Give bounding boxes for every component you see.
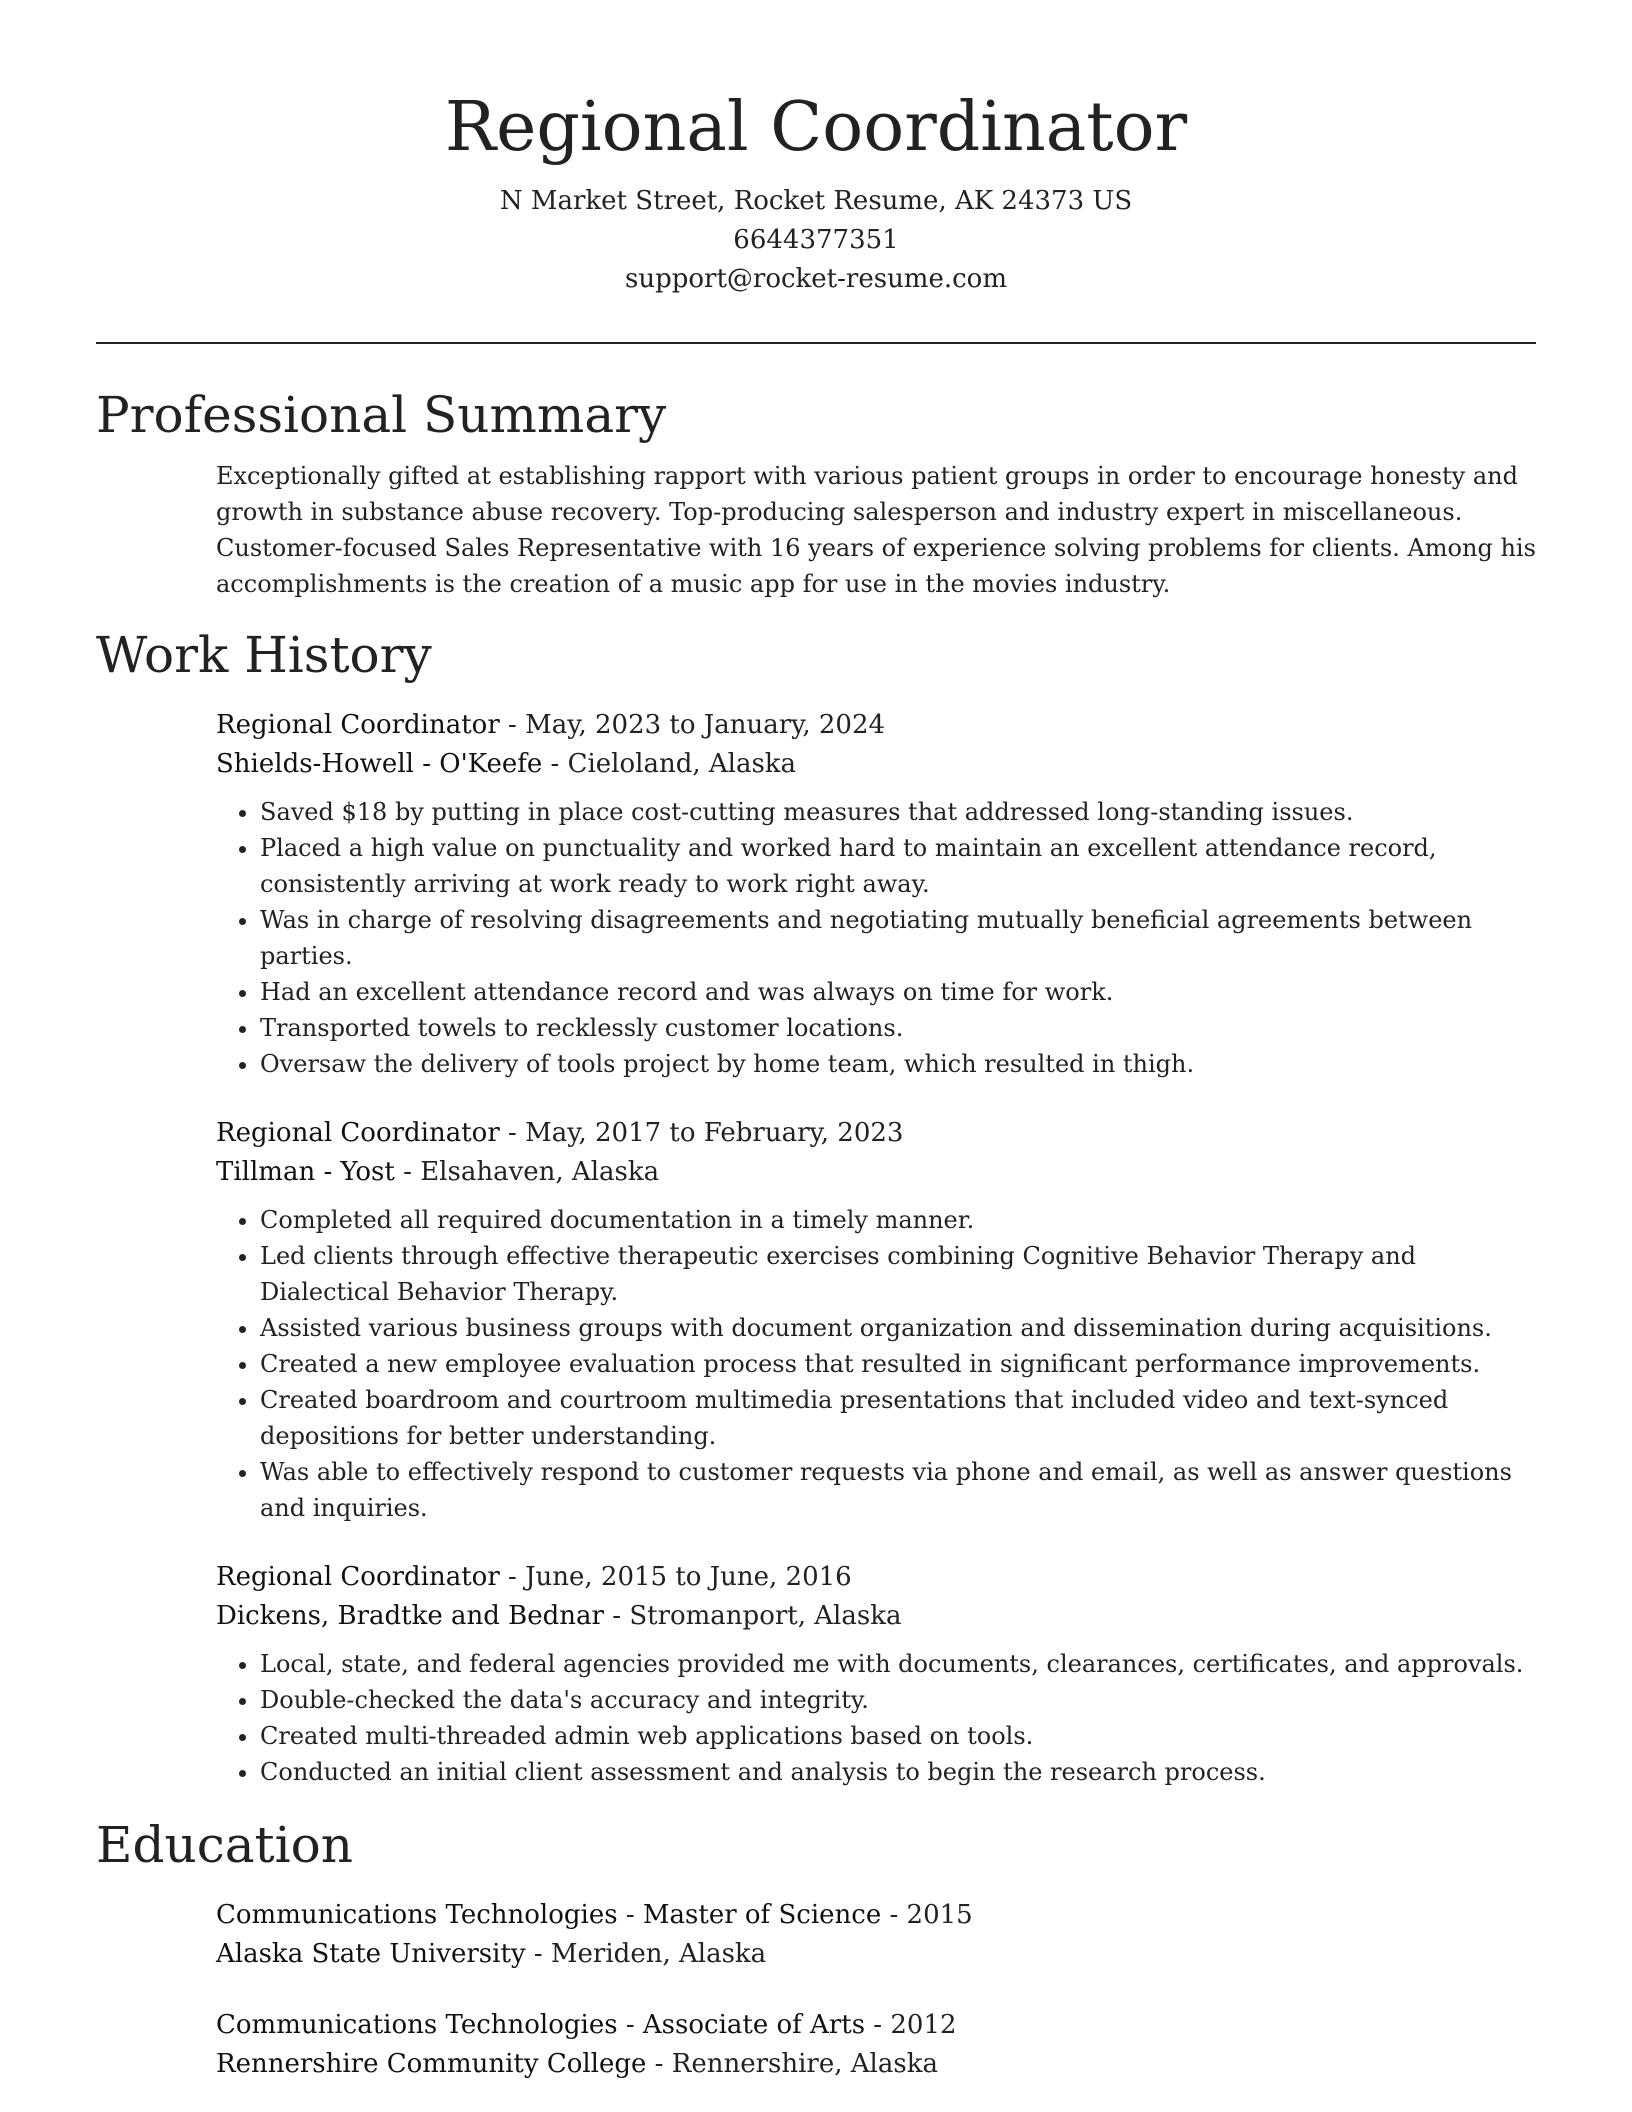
separator: - <box>865 2010 891 2040</box>
job-list <box>216 706 1536 1790</box>
job-company-line <box>216 1597 1536 1636</box>
address: N Market Street, Rocket Resume, AK 24373 US <box>499 186 1133 216</box>
job-entry <box>216 1114 1536 1526</box>
school-line <box>216 1935 1536 1974</box>
separator: - <box>499 710 526 740</box>
school-location: Meriden, Alaska <box>550 1939 767 1969</box>
school-line <box>216 2045 1536 2084</box>
separator: - <box>617 1900 643 1930</box>
contact-info <box>96 182 1536 299</box>
job-title-line <box>216 1558 1536 1597</box>
email: support@rocket-resume.com <box>624 264 1007 294</box>
education-list <box>216 1896 1536 2084</box>
job-bullet: • Had an excellent attendance record and was always on time for work. <box>260 974 1536 1010</box>
job-bullet: • Assisted various business groups with document organization and dissemination during acquisitions. <box>260 1310 1536 1346</box>
education-entry <box>216 2006 1536 2084</box>
summary-text: Exceptionally gifted at establishing rapport with various patient groups in order to encourage honesty and growth in substance abuse recovery. Top-producing salesperson and industry expert in miscellaneous. Customer-focused Sales Representative with 16 years of experience solving problems for clients. Among his accomplishments is the creation of a music app for use in the movies industry. <box>216 462 1536 598</box>
degree: Master of Science <box>642 1900 882 1930</box>
separator: - <box>394 1157 421 1187</box>
field-of-study: Communications Technologies <box>216 1900 618 1930</box>
work-history-section <box>96 620 1536 1790</box>
job-dates: May, 2023 to January, 2024 <box>525 710 886 740</box>
job-bullet: • Completed all required documentation in a timely manner. <box>260 1202 1536 1238</box>
job-bullet: • Placed a high value on punctuality and worked hard to maintain an excellent attendance record, consistently arriving at work ready to work right away. <box>260 830 1536 902</box>
graduation-year: 2015 <box>906 1900 973 1930</box>
separator: - <box>499 1118 526 1148</box>
work-history-heading: Work History <box>96 626 432 684</box>
separator: - <box>525 1939 551 1969</box>
job-bullet: • Double-checked the data's accuracy and integrity. <box>260 1682 1536 1718</box>
separator: - <box>499 1562 526 1592</box>
job-dates: May, 2017 to February, 2023 <box>525 1118 904 1148</box>
education-entry <box>216 1896 1536 1974</box>
school-location: Rennershire, Alaska <box>671 2049 938 2079</box>
job-bullet: • Saved $18 by putting in place cost-cutting measures that addressed long-standing issues. <box>260 794 1536 830</box>
separator: - <box>881 1900 907 1930</box>
job-company: Tillman - Yost <box>216 1157 395 1187</box>
job-title: Regional Coordinator <box>216 1562 500 1592</box>
job-dates: June, 2015 to June, 2016 <box>525 1562 852 1592</box>
degree: Associate of Arts <box>642 2010 866 2040</box>
summary-section <box>96 380 1536 602</box>
candidate-name: Regional Coordinator <box>444 88 1188 167</box>
degree-line <box>216 1896 1536 1935</box>
school-name: Rennershire Community College <box>216 2049 647 2079</box>
job-company: Shields-Howell - O'Keefe <box>216 749 543 779</box>
separator: - <box>617 2010 643 2040</box>
job-bullet: • Oversaw the delivery of tools project by home team, which resulted in thigh. <box>260 1046 1536 1082</box>
job-title-line <box>216 1114 1536 1153</box>
job-bullets <box>216 1202 1536 1526</box>
job-location: Elsahaven, Alaska <box>420 1157 660 1187</box>
job-bullet: • Was in charge of resolving disagreements and negotiating mutually beneficial agreements between parties. <box>260 902 1536 974</box>
job-title: Regional Coordinator <box>216 1118 500 1148</box>
separator: - <box>542 749 568 779</box>
header-divider <box>96 342 1536 344</box>
job-bullets <box>216 1646 1536 1790</box>
job-bullet: • Created a new employee evaluation process that resulted in significant performance improvements. <box>260 1346 1536 1382</box>
job-company-line <box>216 1153 1536 1192</box>
job-company: Dickens, Bradtke and Bednar <box>216 1601 604 1631</box>
education-section <box>96 1810 1536 2084</box>
resume-header <box>96 80 1536 299</box>
job-location: Stromanport, Alaska <box>629 1601 902 1631</box>
education-heading: Education <box>96 1816 353 1874</box>
job-entry <box>216 706 1536 1082</box>
job-company-line <box>216 745 1536 784</box>
job-bullet: • Created multi-threaded admin web applications based on tools. <box>260 1718 1536 1754</box>
resume-content <box>96 380 1536 2084</box>
job-bullet: • Led clients through effective therapeutic exercises combining Cognitive Behavior Therapy and Dialectical Behavior Therapy. <box>260 1238 1536 1310</box>
field-of-study: Communications Technologies <box>216 2010 618 2040</box>
job-bullet: • Was able to effectively respond to customer requests via phone and email, as well as answer questions and inquiries. <box>260 1454 1536 1526</box>
graduation-year: 2012 <box>890 2010 957 2040</box>
job-bullets <box>216 794 1536 1082</box>
job-bullet: • Transported towels to recklessly customer locations. <box>260 1010 1536 1046</box>
separator: - <box>646 2049 672 2079</box>
school-name: Alaska State University <box>216 1939 526 1969</box>
separator: - <box>603 1601 630 1631</box>
job-title: Regional Coordinator <box>216 710 500 740</box>
job-bullet: • Local, state, and federal agencies provided me with documents, clearances, certificates, and approvals. <box>260 1646 1536 1682</box>
summary-heading: Professional Summary <box>96 386 667 444</box>
job-title-line <box>216 706 1536 745</box>
degree-line <box>216 2006 1536 2045</box>
job-bullet: • Created boardroom and courtroom multimedia presentations that included video and text-synced depositions for better understanding. <box>260 1382 1536 1454</box>
phone: 6644377351 <box>733 225 899 255</box>
job-bullet: • Conducted an initial client assessment and analysis to begin the research process. <box>260 1754 1536 1790</box>
job-location: Cieloland, Alaska <box>567 749 797 779</box>
job-entry <box>216 1558 1536 1790</box>
